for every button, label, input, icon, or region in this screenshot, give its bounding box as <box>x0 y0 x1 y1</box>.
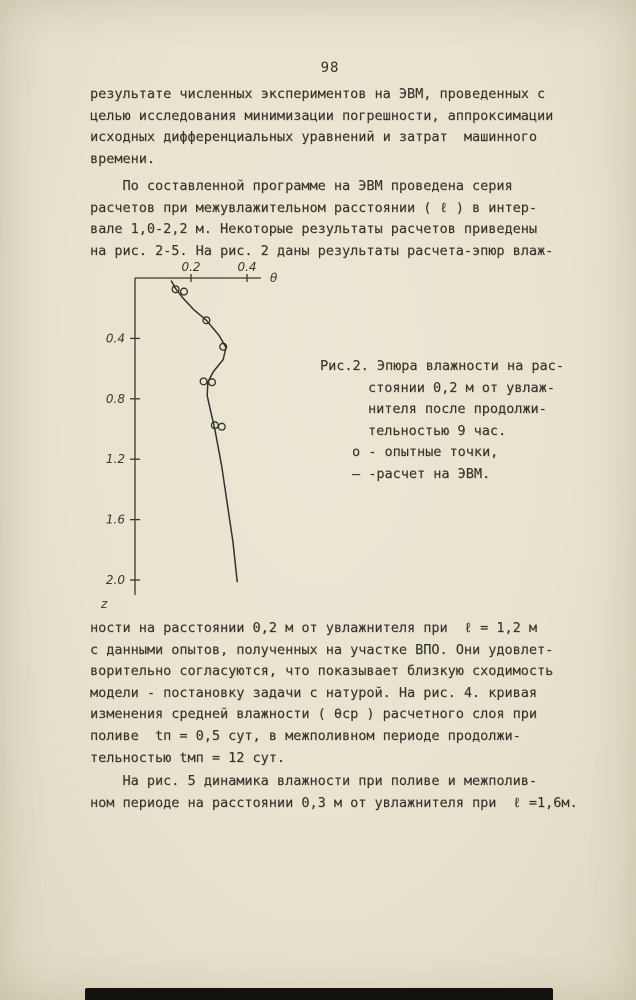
text-line: ности на расстоянии 0,2 м от увлажнителя при ℓ = 1,2 м <box>90 620 537 636</box>
text-line: вале 1,0-2,2 м. Некоторые результаты расчетов приведены <box>90 221 538 238</box>
experimental-point <box>181 288 188 295</box>
paragraph-1 <box>90 84 572 170</box>
caption-line: тельностью 9 час. <box>368 422 507 439</box>
y-tick-label: 2.0 <box>105 573 125 587</box>
computed-curve <box>171 281 237 582</box>
x-axis-label: θ <box>270 271 278 285</box>
text-line: изменения средней влажности ( θср ) расчетного слоя при <box>90 706 538 723</box>
y-axis-label: z <box>101 597 108 612</box>
text-line: расчетов при межувлажительном расстоянии ( ℓ ) в интер- <box>90 199 537 216</box>
text-line: ворительно согласуются, что показывает близкую сходимость <box>90 663 554 680</box>
text-line: результате численных экспериментов на ЭВМ, проведенных с <box>90 86 546 102</box>
paragraph-2 <box>90 176 572 262</box>
text-line: На рис. 5 динамика влажности при поливе и межполив- <box>90 773 538 789</box>
text-line: поливе tп = 0,5 сут, в межполивном периоде продолжи- <box>90 727 521 744</box>
text-line: времени. <box>90 150 156 167</box>
caption-legend-line: — -расчет на ЭВМ. <box>352 465 491 482</box>
text-line: тельностью tмп = 12 сут. <box>90 749 286 766</box>
text-line: на рис. 2-5. На рис. 2 даны результаты расчета-эпюр влаж- <box>90 242 554 259</box>
y-tick-label: 1.2 <box>105 452 125 467</box>
caption-line: стоянии 0,2 м от увлаж- <box>368 379 555 396</box>
page-number: 98 <box>320 60 340 76</box>
experimental-point <box>209 379 216 386</box>
y-tick-label: 0.4 <box>105 331 125 346</box>
scan-artifact-bar <box>85 988 553 1000</box>
text-line: модели - постановку задачи с натурой. На рис. 4. кривая <box>90 684 538 701</box>
text-line: целью исследования минимизации погрешности, аппроксимации <box>90 107 554 124</box>
text-line: исходных дифференциальных уравнений и затрат машинного <box>90 129 538 146</box>
y-tick-label: 0.8 <box>105 391 125 406</box>
y-tick-label: 1.6 <box>105 512 125 527</box>
x-tick-label: 0.4 <box>237 262 257 274</box>
caption-line: нителя после продолжи- <box>368 401 547 418</box>
caption-legend-points: о - опытные точки, <box>352 444 499 461</box>
figure-2 <box>88 262 568 614</box>
experimental-point <box>218 423 225 430</box>
figure-caption <box>320 356 568 486</box>
text-line: ном периоде на расстоянии 0,3 м от увлажнителя при ℓ =1,6м. <box>90 794 578 811</box>
caption-line: Рис.2. Эпюра влажности на рас- <box>320 358 564 374</box>
x-tick-label: 0.2 <box>181 262 201 274</box>
text-line: По составленной программе на ЭВМ проведена серия <box>90 178 513 194</box>
text-line: с данными опытов, полученных на участке ВПО. Они удовлет- <box>90 641 554 658</box>
moisture-profile-chart <box>88 262 318 614</box>
paragraph-3 <box>90 618 572 769</box>
paragraph-4 <box>90 771 578 814</box>
experimental-point <box>200 378 207 385</box>
